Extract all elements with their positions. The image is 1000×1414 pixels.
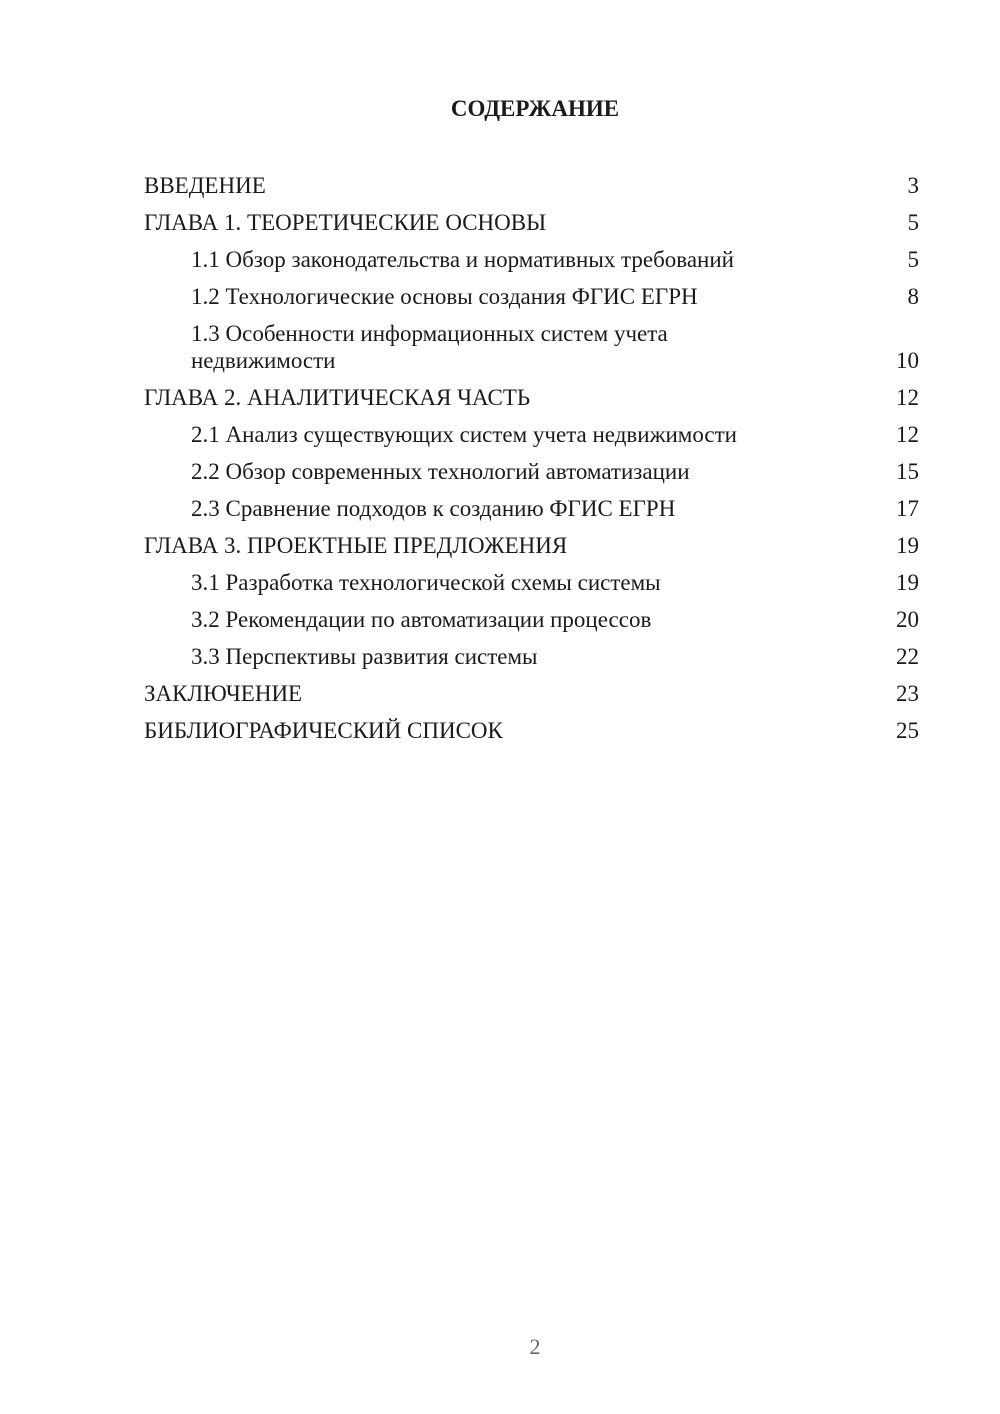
- toc-entry[interactable]: [144, 680, 919, 707]
- toc-entry[interactable]: [144, 606, 919, 633]
- toc-entry-label: ГЛАВА 3. ПРОЕКТНЫЕ ПРЕДЛОЖЕНИЯ: [144, 533, 568, 558]
- toc-entry-page: 8: [907, 284, 919, 309]
- toc-entry[interactable]: [144, 384, 919, 411]
- toc-entry-label: 3.2 Рекомендации по автоматизации процессов: [191, 607, 652, 632]
- toc-entry-page: 23: [896, 681, 919, 706]
- toc-entry-label: 1.2 Технологические основы создания ФГИС ЕГРН: [191, 284, 698, 309]
- toc-entry[interactable]: [144, 246, 919, 273]
- toc-entry[interactable]: [144, 458, 919, 485]
- toc-entry-label: 2.1 Анализ существующих систем учета недвижимости: [191, 422, 737, 447]
- toc-entry-label: 1.1 Обзор законодательства и нормативных требований: [191, 247, 734, 272]
- toc-entry[interactable]: [144, 532, 919, 559]
- toc-entry-page: 15: [896, 459, 919, 484]
- toc-entry-page: 25: [896, 718, 919, 743]
- toc-entry[interactable]: [144, 172, 919, 199]
- toc-entry-label: БИБЛИОГРАФИЧЕСКИЙ СПИСОК: [144, 718, 503, 743]
- toc-entry[interactable]: [144, 643, 919, 670]
- toc-entry-page: 10: [896, 348, 919, 373]
- toc-entry-label: ГЛАВА 1. ТЕОРЕТИЧЕСКИЕ ОСНОВЫ: [144, 210, 547, 235]
- toc-entry[interactable]: [144, 421, 919, 448]
- toc-entry-page: 3: [907, 173, 919, 198]
- toc-entry-page: 19: [896, 570, 919, 595]
- toc-entry-label: ГЛАВА 2. АНАЛИТИЧЕСКАЯ ЧАСТЬ: [144, 385, 531, 410]
- toc-entry-label: 2.3 Сравнение подходов к созданию ФГИС ЕГРН: [191, 496, 676, 521]
- toc-entry-page: 20: [896, 607, 919, 632]
- toc-entry-page: 12: [896, 422, 919, 447]
- toc-entry[interactable]: [144, 717, 919, 744]
- toc-entry-page: 5: [907, 247, 919, 272]
- toc-entry[interactable]: [144, 495, 919, 522]
- toc-title: СОДЕРЖАНИЕ: [450, 96, 620, 121]
- toc-entry[interactable]: [144, 569, 919, 596]
- toc-entry-label: ВВЕДЕНИЕ: [144, 173, 266, 198]
- toc-entry-page: 5: [907, 210, 919, 235]
- toc-entry[interactable]: [144, 209, 919, 236]
- toc-entry-label: 3.3 Перспективы развития системы: [191, 644, 538, 669]
- toc-entry-label: 3.1 Разработка технологической схемы системы: [191, 570, 661, 595]
- page-number: 2: [529, 1334, 541, 1359]
- toc-entry-page: 19: [896, 533, 919, 558]
- toc-entry-label: 1.3 Особенности информационных систем учета недвижимости: [191, 321, 668, 373]
- toc-entry[interactable]: [144, 283, 919, 310]
- toc-entry-label: ЗАКЛЮЧЕНИЕ: [144, 681, 303, 706]
- toc-entry[interactable]: [144, 320, 919, 374]
- toc-entry-page: 17: [896, 496, 919, 521]
- toc-entry-page: 22: [896, 644, 919, 669]
- toc-entry-label: 2.2 Обзор современных технологий автоматизации: [191, 459, 690, 484]
- toc-entry-page: 12: [896, 385, 919, 410]
